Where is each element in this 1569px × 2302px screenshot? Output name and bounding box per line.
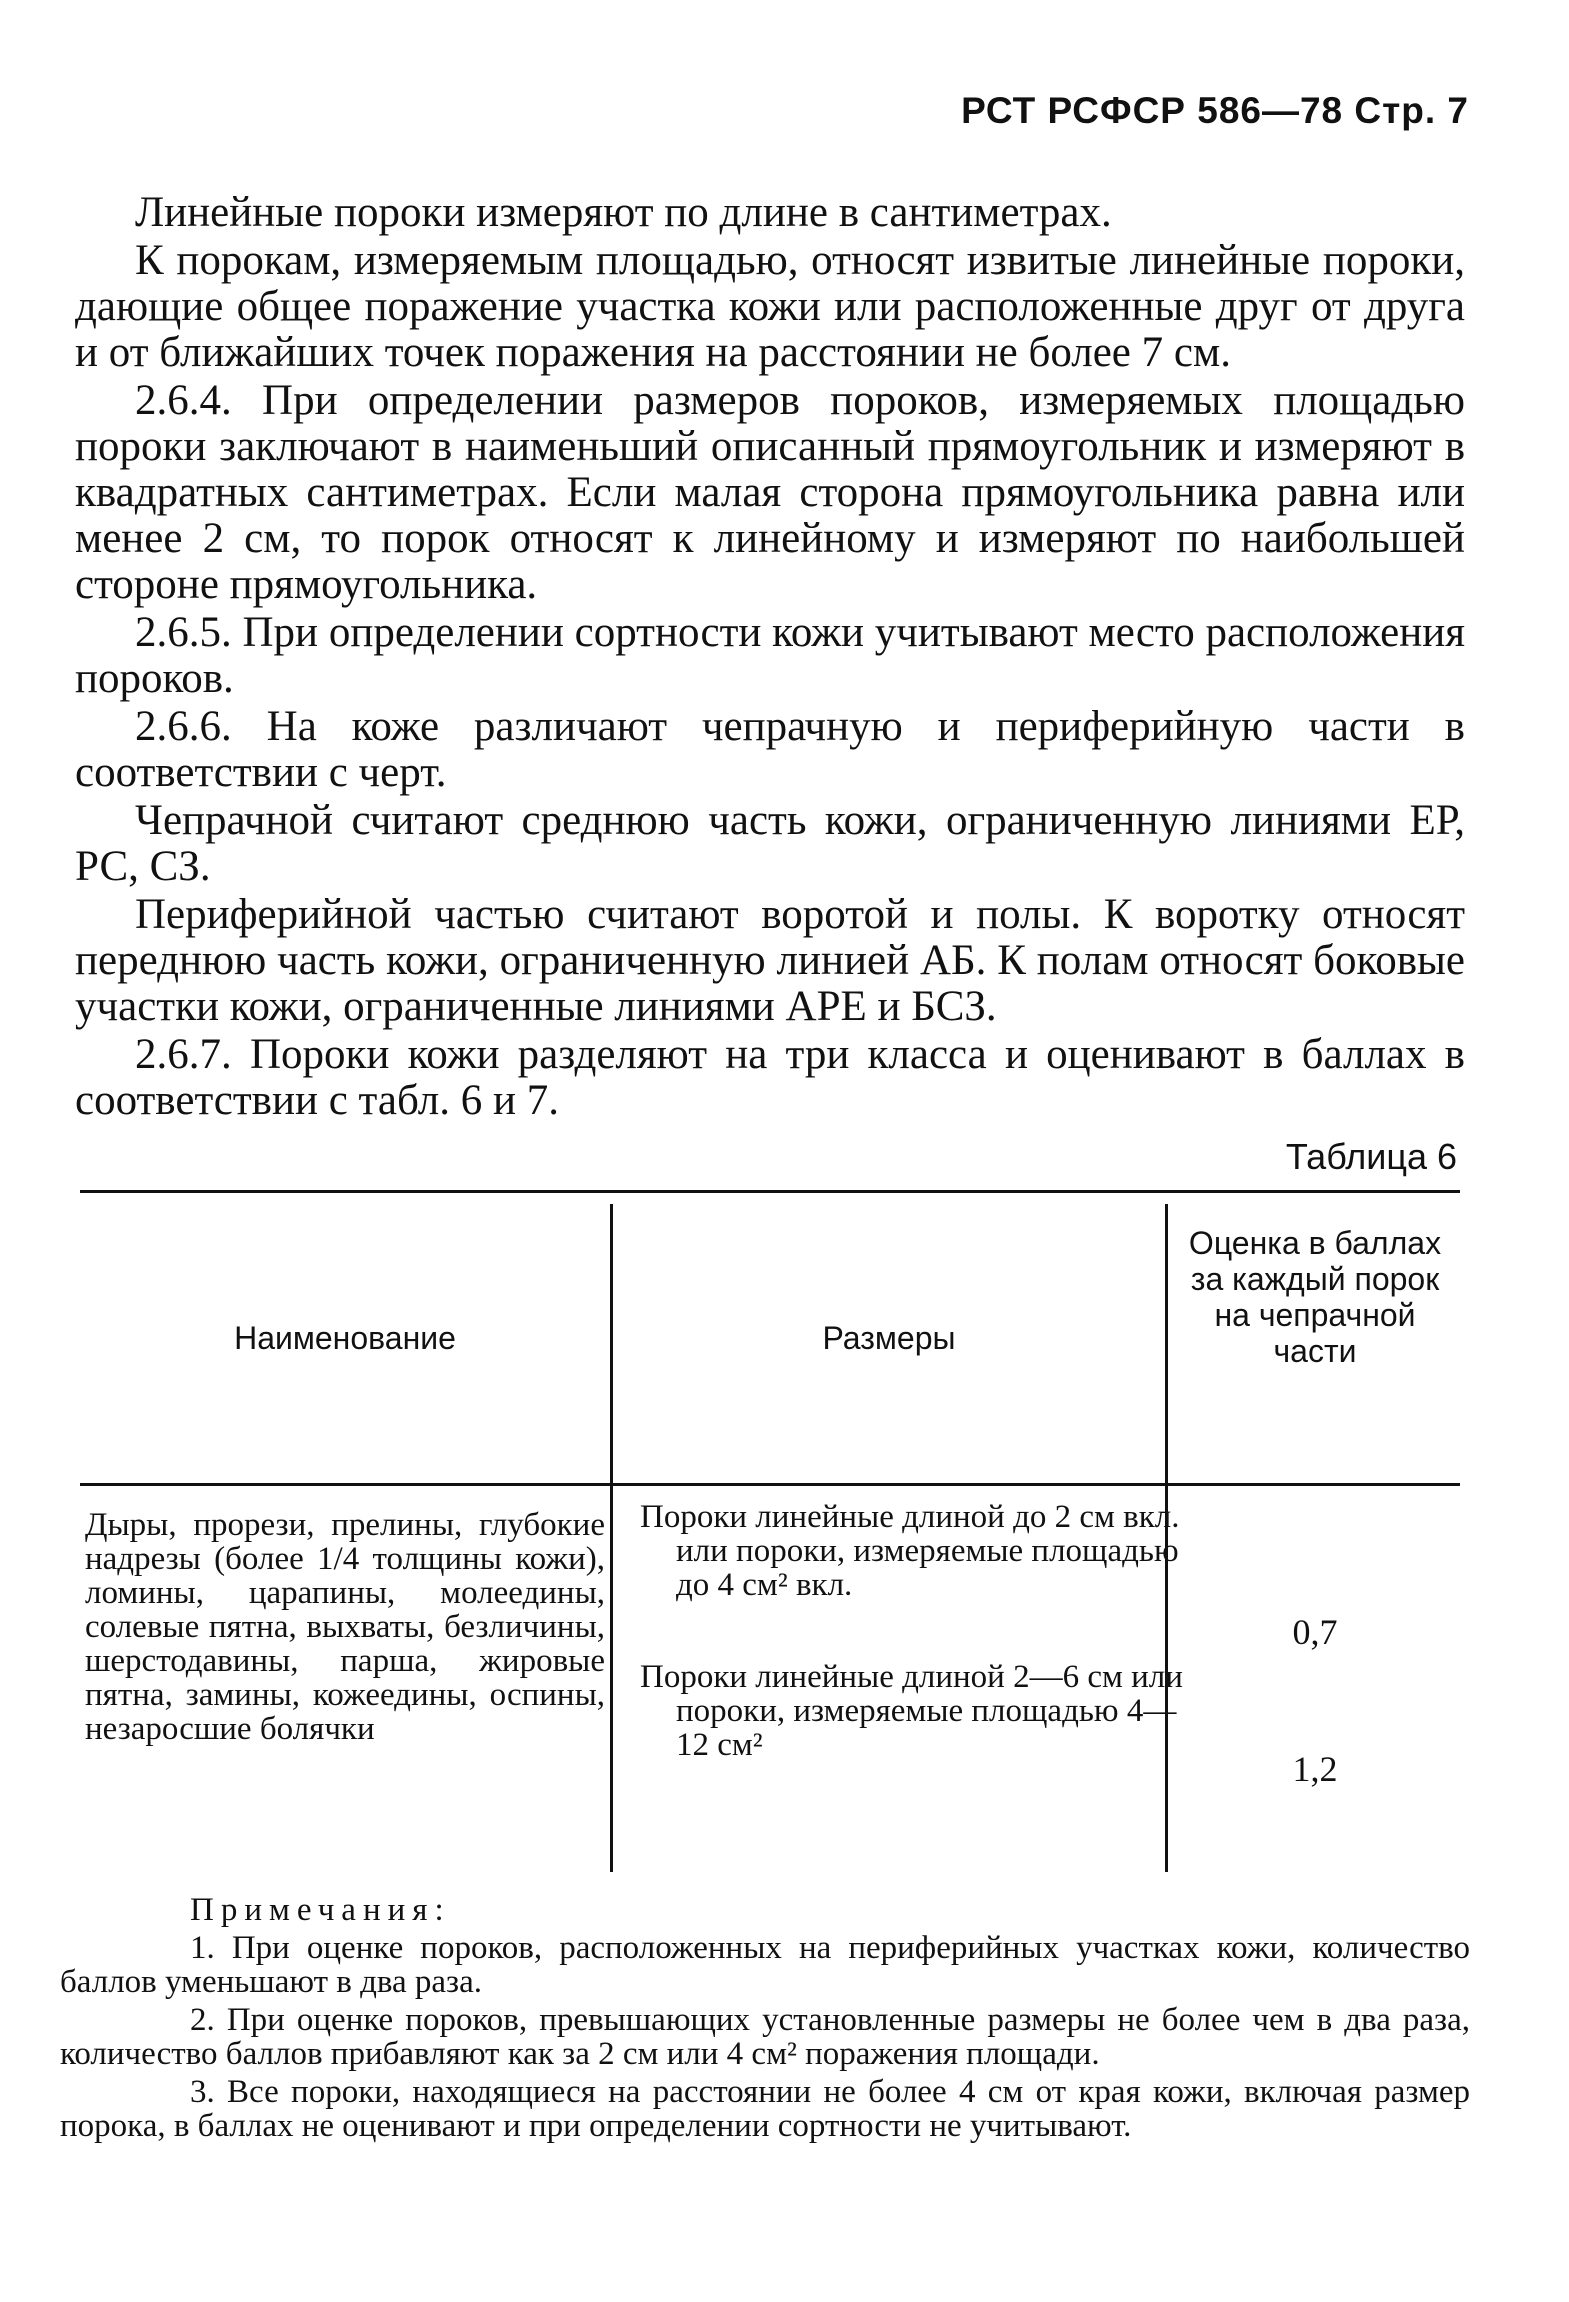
paragraph: 2.6.4. При определении размеров пороков, измеряемых площадью пороки заключают в наименьший описанный прямоугольник и измеряют в квадратных сантиметрах. Если малая сторона прямоугольника равна или менее 2 см, то порок относят к линейному и измеряют по наибольшей стороне прямоугольника.: [75, 377, 1465, 608]
paragraph: Линейные пороки измеряют по длине в сантиметрах.: [135, 189, 1112, 236]
table-top-rule: [80, 1190, 1460, 1193]
running-header: РСТ РСФСР 586—78 Стр. 7: [961, 90, 1469, 131]
notes-heading: Примечания:: [190, 1892, 451, 1928]
header-size: Размеры: [822, 1320, 956, 1356]
cell-score-2: 1,2: [1292, 1749, 1338, 1789]
note-item: 1. При оценке пороков, расположенных на периферийных участках кожи, количество баллов уменьшают в два раза.: [60, 1930, 1470, 2000]
paragraph: Чепрачной считают среднюю часть кожи, ограниченную линиями ЕР, РС, СЗ.: [75, 797, 1465, 890]
body-text: [75, 190, 1465, 1126]
paragraph: К порокам, измеряемым площадью, относят извитые линейные пороки, дающие общее поражение участка кожи или расположенные друг от друга и от ближайших точек поражения на расстоянии не более 7 см.: [75, 237, 1465, 376]
table-caption: Таблица 6: [1285, 1136, 1457, 1177]
header-name: Наименование: [234, 1320, 456, 1356]
paragraph: 2.6.5. При определении сортности кожи учитывают место расположения пороков.: [75, 609, 1465, 702]
paragraph: Периферийной частью считают воротой и полы. К воротку относят переднюю часть кожи, ограниченную линией АБ. К полам относят боковые участки кожи, ограниченные линиями АРЕ и БСЗ.: [75, 891, 1465, 1030]
defects-table: [80, 1190, 1460, 1880]
cell-score-1: 0,7: [1292, 1612, 1338, 1652]
paragraph: 2.6.7. Пороки кожи разделяют на три класса и оценивают в баллах в соответствии с табл. 6 и 7.: [75, 1031, 1465, 1124]
column-divider: [610, 1204, 613, 1872]
cell-defects: Дыры, прорези, прелины, глубокие надрезы (более 1/4 толщины кожи), ломины, царапины, молеедины, солевые пятна, выхваты, безличины, шерстодавины, парша, жировые пятна, замины, кожеедины, оспины, незаросшие болячки: [85, 1507, 605, 1747]
table-header-rule: [80, 1483, 1460, 1486]
cell-size-2: Пороки линейные длиной 2—6 см или пороки, измеряемые площадью 4—12 см²: [640, 1659, 1183, 1763]
header-score: Оценка в баллах за каждый порок на чепрачной части: [1188, 1225, 1442, 1369]
notes-section: [60, 1892, 1470, 2147]
note-item: 2. При оценке пороков, превышающих установленные размеры не более чем в два раза, количество баллов прибавляют как за 2 см или 4 см² поражения площади.: [60, 2002, 1470, 2072]
paragraph: 2.6.6. На коже различают чепрачную и периферийную части в соответствии с черт.: [75, 703, 1465, 796]
cell-size-1: Пороки линейные длиной до 2 см вкл. или пороки, измеряемые площадью до 4 см² вкл.: [640, 1499, 1180, 1603]
note-item: 3. Все пороки, находящиеся на расстоянии не более 4 см от края кожи, включая размер порока, в баллах не оценивают и при определении сортности не учитывают.: [60, 2074, 1470, 2144]
